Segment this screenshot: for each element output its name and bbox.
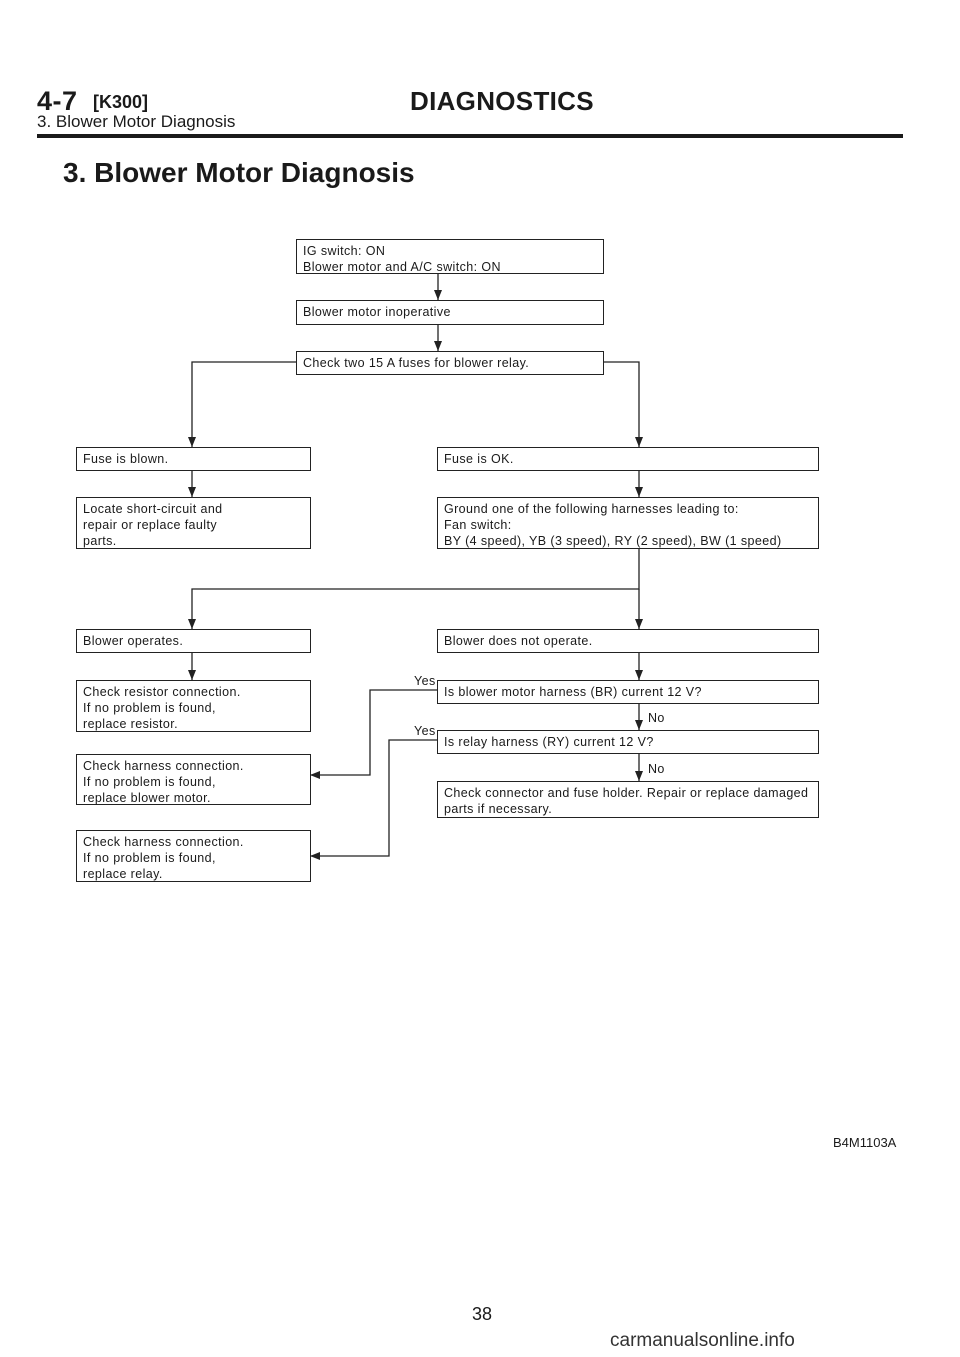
node-check-resistor: Check resistor connection. If no problem is found, replace resistor. xyxy=(76,680,311,732)
node-blower-inoperative: Blower motor inoperative xyxy=(296,300,604,325)
node-check-fuses: Check two 15 A fuses for blower relay. xyxy=(296,351,604,375)
label-yes-q1: Yes xyxy=(414,674,436,688)
arrow-q2-yes xyxy=(310,740,438,856)
arrow-check-to-ok xyxy=(603,362,639,447)
section-code: 4-7 xyxy=(37,86,78,116)
watermark: carmanualsonline.info xyxy=(610,1330,795,1351)
node-blower-operates: Blower operates. xyxy=(76,629,311,653)
node-blower-harness-question: Is blower motor harness (BR) current 12 V? xyxy=(437,680,819,704)
label-no-q1: No xyxy=(648,711,665,725)
section-ref: [K300] xyxy=(93,92,149,112)
node-check-harness-motor: Check harness connection. If no problem is found, replace blower motor. xyxy=(76,754,311,805)
node-blower-not-operate: Blower does not operate. xyxy=(437,629,819,653)
node-check-connector: Check connector and fuse holder. Repair or replace damaged parts if necessary. xyxy=(437,781,819,818)
section-title: DIAGNOSTICS xyxy=(410,86,594,116)
node-locate-short: Locate short-circuit and repair or replace faulty parts. xyxy=(76,497,311,549)
node-fuse-ok: Fuse is OK. xyxy=(437,447,819,471)
section-subtitle: 3. Blower Motor Diagnosis xyxy=(37,112,236,131)
figure-code: B4M1103A xyxy=(833,1135,897,1150)
label-yes-q2: Yes xyxy=(414,724,436,738)
node-check-harness-relay: Check harness connection. If no problem is found, replace relay. xyxy=(76,830,311,882)
page-title: 3. Blower Motor Diagnosis xyxy=(63,157,415,188)
node-ground-harness: Ground one of the following harnesses leading to: Fan switch: BY (4 speed), YB (3 speed), RY (2 speed), BW (1 speed) xyxy=(437,497,819,549)
label-no-q2: No xyxy=(648,762,665,776)
arrow-check-to-blown xyxy=(192,362,296,447)
node-fuse-blown: Fuse is blown. xyxy=(76,447,311,471)
arrow-ground-to-operates xyxy=(192,549,639,629)
node-relay-harness-question: Is relay harness (RY) current 12 V? xyxy=(437,730,819,754)
node-ig-switch: IG switch: ON Blower motor and A/C switch: ON xyxy=(296,239,604,274)
page-number: 38 xyxy=(472,1304,493,1324)
